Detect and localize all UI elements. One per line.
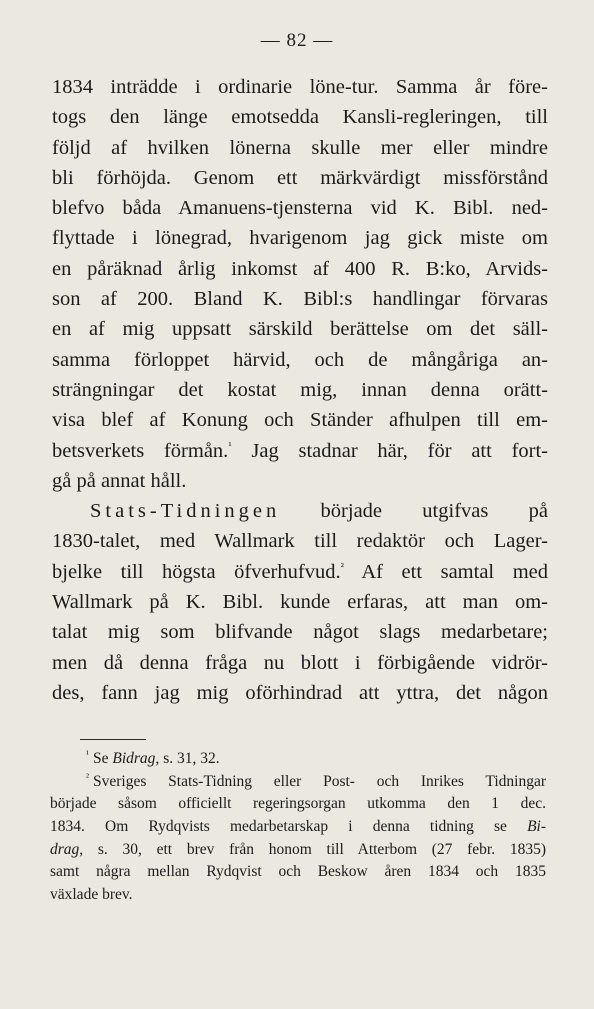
footnote-ref-1: ¹ bbox=[228, 439, 232, 452]
text-line: en påräknad årlig inkomst af 400 R. B:ko, Arvids- bbox=[52, 257, 548, 280]
footnote-marker: ¹ bbox=[86, 749, 89, 760]
text-line: 1834 inträdde i ordinarie löne-tur. Samma år före- bbox=[52, 76, 548, 98]
text-line bbox=[52, 496, 548, 526]
page-number: — 82 — bbox=[260, 30, 334, 51]
text-line: gå på annat håll. bbox=[52, 469, 187, 492]
footnote-line bbox=[50, 839, 546, 862]
text-line: talat mig som blifvande något slags medarbetare; bbox=[52, 621, 548, 644]
text-line: togs den länge emotsedda Kansli-regleringen, till bbox=[52, 106, 548, 129]
spaced-term: Stats-Tidningen bbox=[90, 500, 281, 523]
footnotes bbox=[50, 748, 546, 907]
text-line: flyttade i lönegrad, hvarigenom jag gick miste om bbox=[52, 227, 548, 250]
main-text bbox=[52, 72, 548, 708]
footnote-line: började såsom officiellt regeringsorgan utkomma den 1 dec. bbox=[50, 795, 546, 813]
footnote-divider bbox=[80, 739, 146, 740]
footnote-marker: ² bbox=[86, 771, 89, 783]
text-line: Wallmark på K. Bibl. kunde erfaras, att man om- bbox=[52, 591, 548, 614]
text-line: blefvo båda Amanuens-tjensterna vid K. Bibl. ned- bbox=[52, 197, 548, 220]
footnote-text: s. 30, ett brev från honom till Atterbom (27 febr. 1835) bbox=[83, 840, 546, 858]
text-segment: Af ett samtal med bbox=[343, 560, 548, 583]
text-line: följd af hvilken lönerna skulle mer eller mindre bbox=[52, 136, 548, 159]
footnote-2 bbox=[50, 771, 546, 794]
text-line: son af 200. Bland K. Bibl:s handlingar förvaras bbox=[52, 288, 548, 311]
footnote-italic: drag, bbox=[50, 840, 84, 858]
text-line: en af mig uppsatt särskild berättelse om det säll- bbox=[52, 318, 548, 341]
text-line: bli förhöjda. Genom ett märkvärdigt missförstånd bbox=[52, 166, 548, 189]
footnote-line bbox=[50, 816, 546, 839]
text-segment: Jag stadnar här, för att fort- bbox=[231, 439, 549, 462]
footnote-text: Sveriges Stats-Tidning eller Post- och Inrikes Tidningar bbox=[93, 772, 546, 790]
footnote-1 bbox=[50, 748, 546, 771]
footnote-text: s. 31, 32. bbox=[159, 750, 220, 767]
text-line: samma förloppet härvid, och de mångåriga an- bbox=[52, 348, 548, 371]
text-line: men då denna fråga nu blott i förbigående vidrör- bbox=[52, 651, 548, 674]
text-line: des, fann jag mig oförhindrad att yttra, det någon bbox=[52, 681, 548, 704]
footnote-ref-2: ² bbox=[340, 560, 344, 573]
footnote-line: samt några mellan Rydqvist och Beskow åren 1834 och 1835 bbox=[50, 863, 546, 881]
text-line bbox=[52, 436, 548, 466]
footnote-italic: Bidrag, bbox=[112, 750, 160, 767]
text-line bbox=[52, 557, 548, 587]
text-segment: betsverkets förmån. bbox=[52, 439, 229, 462]
text-segment: bjelke till högsta öfverhufvud. bbox=[52, 560, 341, 583]
text-line: visa blef af Konung och Ständer afhulpen till em- bbox=[52, 409, 548, 432]
footnote-text: 1834. Om Rydqvists medarbetarskap i denna tidning se bbox=[50, 818, 528, 836]
footnote-italic: Bi- bbox=[527, 818, 546, 836]
text-line: strängningar det kostat mig, innan denna orätt- bbox=[52, 378, 548, 401]
footnote-line: växlade brev. bbox=[50, 886, 133, 904]
footnote-text: Se bbox=[93, 750, 113, 767]
text-line: 1830-talet, med Wallmark till redaktör och Lager- bbox=[52, 530, 548, 553]
text-segment: började utgifvas på bbox=[280, 500, 548, 523]
